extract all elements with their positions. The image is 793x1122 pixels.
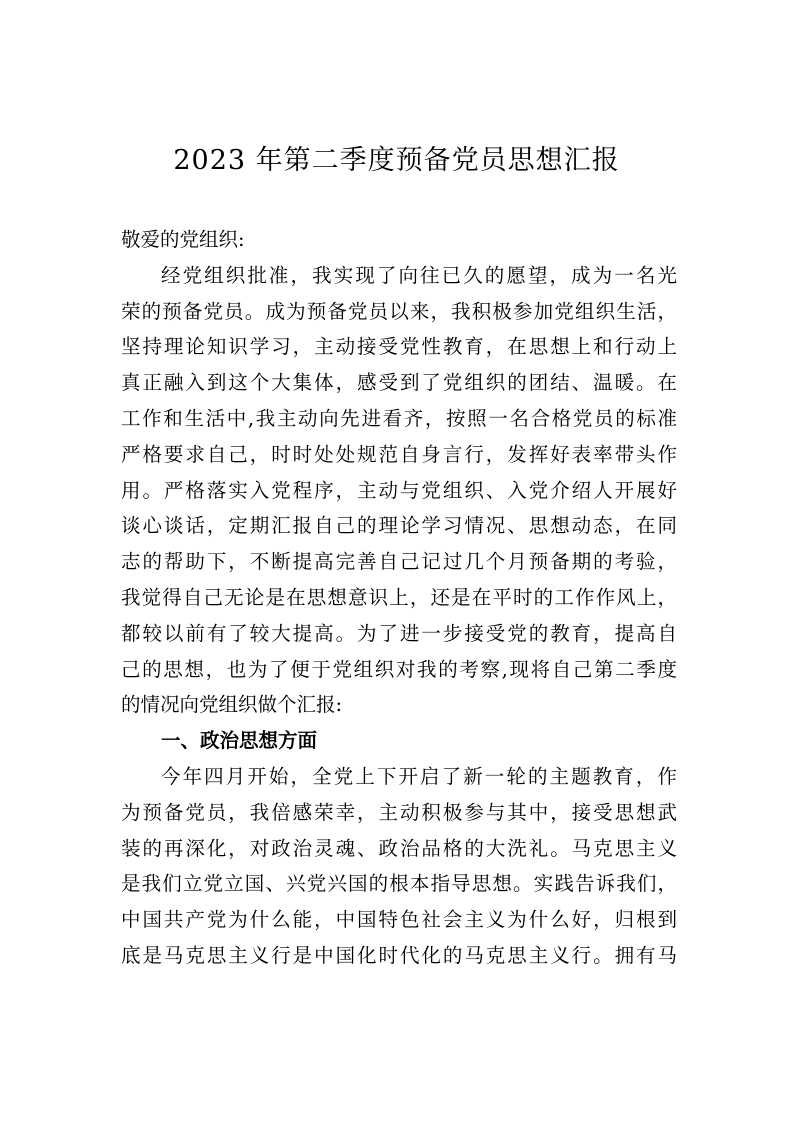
paragraph-line: 经党组织批准，我实现了向往已久的愿望，成为一名光 [161, 263, 677, 287]
paragraph-line: 底是马克思主义行是中国化时代化的马克思主义行。拥有马 [121, 943, 677, 967]
salutation: 敬爱的党组织: [121, 228, 245, 251]
paragraph-line: 装的再深化，对政治灵魂、政治品格的大洗礼。马克思主义 [121, 836, 677, 860]
paragraph-political [121, 759, 677, 974]
paragraph-line: 为预备党员，我倍感荣幸，主动积极参与其中，接受思想武 [121, 800, 677, 824]
paragraph-line: 荣的预备党员。成为预备党员以来，我积极参加党组织生活， [121, 299, 677, 323]
paragraph-line: 的情况向党组织做个汇报: [121, 693, 343, 717]
paragraph-line: 谈心谈话，定期汇报自己的理论学习情况、思想动态，在同 [121, 514, 677, 538]
document-body [121, 222, 677, 974]
paragraph-line: 严格要求自己，时时处处规范自身言行，发挥好表率带头作 [121, 442, 677, 466]
paragraph-line: 中国共产党为什么能，中国特色社会主义为什么好，归根到 [121, 908, 677, 932]
paragraph-line: 我觉得自己无论是在思想意识上，还是在平时的工作作风上， [121, 585, 677, 609]
section-heading: 一、政治思想方面 [161, 729, 318, 753]
paragraph-line: 是我们立党立国、兴党兴国的根本指导思想。实践告诉我们， [121, 872, 677, 896]
paragraph-line: 真正融入到这个大集体，感受到了党组织的团结、温暖。在 [121, 371, 677, 395]
paragraph-line: 今年四月开始，全党上下开启了新一轮的主题教育，作 [161, 764, 677, 788]
document-title: 2023 年第二季度预备党员思想汇报 [173, 145, 620, 176]
paragraph-line: 志的帮助下，不断提高完善自己记过几个月预备期的考验， [121, 550, 677, 574]
paragraph-line: 都较以前有了较大提高。为了进一步接受党的教育，提高自 [121, 621, 677, 645]
paragraph-intro [121, 258, 677, 723]
paragraph-line: 坚持理论知识学习，主动接受党性教育，在思想上和行动上 [121, 335, 677, 359]
paragraph-line: 工作和生活中,我主动向先进看齐，按照一名合格党员的标准 [121, 406, 677, 430]
paragraph-line: 己的思想，也为了便于党组织对我的考察,现将自己第二季度 [121, 657, 677, 681]
paragraph-line: 用。严格落实入党程序，主动与党组织、入党介绍人开展好 [121, 478, 677, 502]
